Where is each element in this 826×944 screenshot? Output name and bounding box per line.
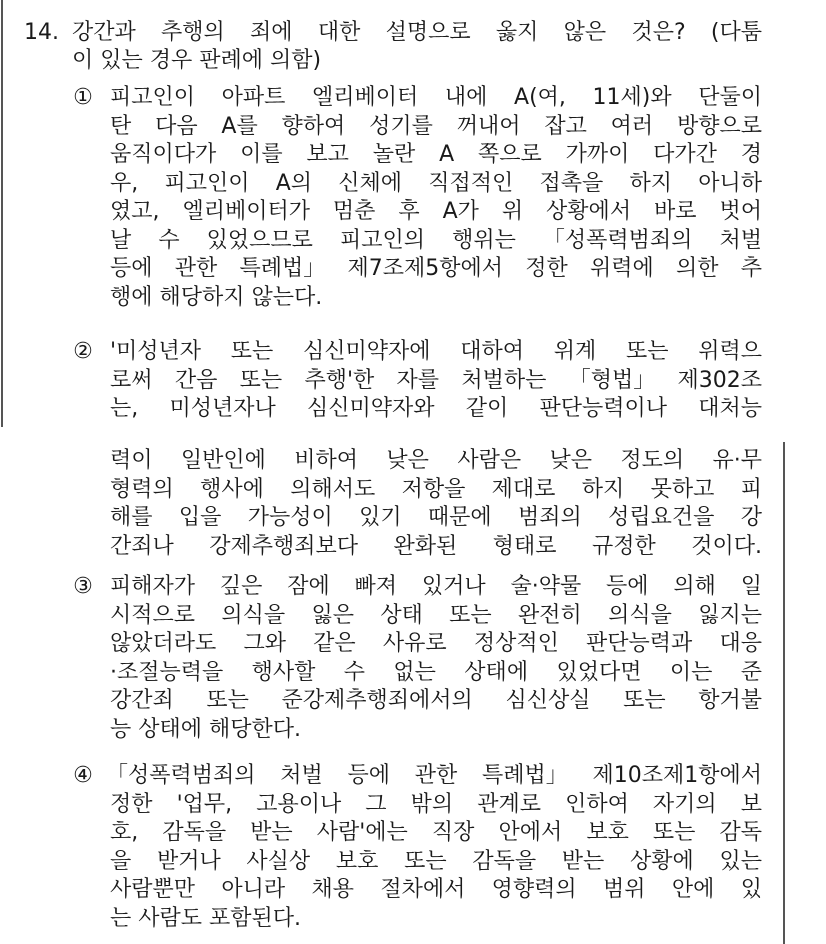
option-text-line: 않았더라도 그와 같은 사유로 정상적인 판단능력과 대응 <box>110 631 762 656</box>
option-text-line: 능 상태에 해당한다. <box>110 716 301 742</box>
option-text-line: '미성년자 또는 심신미약자에 대하여 위계 또는 위력으 <box>110 339 762 364</box>
option-text-line: 형력의 행사에 의해서도 저항을 제대로 하지 못하고 피 <box>110 476 762 502</box>
question-number: 14. <box>24 20 59 45</box>
option-text-line: 날 수 있었으므로 피고인의 행위는 「성폭력범죄의 처벌 <box>110 227 762 253</box>
option-text-line: 정한 '업무, 고용이나 그 밖의 관계로 인하여 자기의 보 <box>110 791 762 817</box>
option-text-line: 시적으로 의식을 잃은 상태 또는 완전히 의식을 잃지는 <box>110 602 762 628</box>
option-text-line: 로써 간음 또는 추행'한 자를 처벌하는 「형법」 제302조 <box>110 367 762 393</box>
option-text-line: 「성폭력범죄의 처벌 등에 관한 특례법」 제10조제1항에서 <box>106 763 762 788</box>
option-text-line: 간죄나 강제추행죄보다 완화된 형태로 규정한 것이다. <box>110 533 762 559</box>
option-text-line: 움직이다가 이를 보고 놀란 A 쪽으로 가까이 다가간 경 <box>110 142 762 167</box>
option-marker: ① <box>73 85 93 110</box>
option-text-line: ·조절능력을 행사할 수 없는 상태에 있었다면 이는 준 <box>110 659 762 685</box>
option-text-line: 였고, 엘리베이터가 멈춘 후 A가 위 상황에서 바로 벗어 <box>110 199 762 224</box>
option-text-line: 강간죄 또는 준강제추행죄에서의 심신상실 또는 항거불 <box>110 688 762 713</box>
option-text-line: 을 받거나 사실상 보호 또는 감독을 받는 상황에 있는 <box>110 848 762 874</box>
option-marker: ③ <box>73 574 93 599</box>
option-text-line: 사람뿐만 아니라 채용 절차에서 영향력의 범위 안에 있 <box>110 877 762 902</box>
question-text-line: 이 있는 경우 판례에 의함) <box>72 48 322 73</box>
column-border-right <box>783 442 785 944</box>
option-marker: ② <box>73 339 93 364</box>
option-text-line: 는, 미성년자나 심신미약자와 같이 판단능력이나 대처능 <box>110 396 762 421</box>
option-text-line: 행에 해당하지 않는다. <box>110 284 323 310</box>
option-marker: ④ <box>73 763 93 788</box>
option-text-line: 피고인이 아파트 엘리베이터 내에 A(여, 11세)와 단둘이 <box>110 85 762 110</box>
option-text-line: 력이 일반인에 비하여 낮은 사람은 낮은 정도의 유·무 <box>110 448 762 473</box>
question-text-line: 강간과 추행의 죄에 대한 설명으로 옳지 않은 것은? (다툼 <box>72 20 762 45</box>
option-text-line: 호, 감독을 받는 사람'에는 직장 안에서 보호 또는 감독 <box>110 820 762 845</box>
option-text-line: 탄 다음 A를 향하여 성기를 꺼내어 잡고 여러 방향으로 <box>110 113 762 139</box>
option-text-line: 등에 관한 특례법」 제7조제5항에서 정한 위력에 의한 추 <box>110 256 762 281</box>
column-border-left <box>1 0 3 427</box>
option-text-line: 는 사람도 포함된다. <box>110 905 301 931</box>
option-text-line: 우, 피고인이 A의 신체에 직접적인 접촉을 하지 아니하 <box>110 170 762 196</box>
option-text-line: 피해자가 깊은 잠에 빠져 있거나 술·약물 등에 의해 일 <box>110 574 762 599</box>
option-text-line: 해를 입을 가능성이 있기 때문에 범죄의 성립요건을 강 <box>110 505 762 530</box>
